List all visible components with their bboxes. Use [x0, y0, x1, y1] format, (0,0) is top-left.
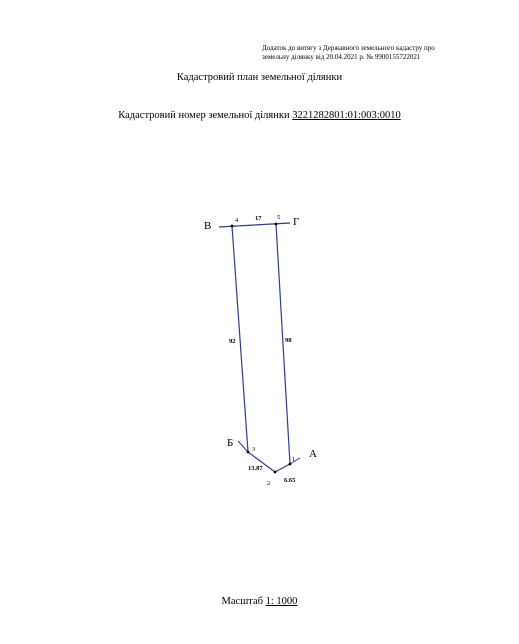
- length-label-right: 98: [285, 337, 292, 344]
- boundary-right: [276, 224, 290, 464]
- page-title: Кадастровий план земельної ділянки: [176, 72, 343, 83]
- point-number: 2: [267, 480, 271, 487]
- point-number: 1: [292, 456, 296, 463]
- boundary-top: [219, 223, 290, 227]
- scale-line: [0, 596, 519, 607]
- corner-label-a: А: [309, 448, 317, 460]
- extract-note-line-2: земельну ділянку від 20.04.2021 р. № 9900155722021: [262, 53, 421, 61]
- point-number: 4: [235, 217, 239, 224]
- length-label-top: 17: [255, 215, 262, 222]
- corner-label-v: В: [204, 220, 212, 232]
- leader-corner-b: [238, 441, 248, 452]
- scale-value: 1: 1000: [265, 596, 298, 607]
- scale-label: Масштаб: [221, 596, 266, 607]
- turning-point-marker: [247, 451, 250, 454]
- length-label-left: 92: [229, 338, 236, 345]
- cadastral-number: 3221282801:01:003:0010: [292, 110, 401, 121]
- turning-point-marker: [231, 225, 234, 228]
- turning-point-marker: [289, 463, 292, 466]
- corner-label-g: Г: [293, 216, 300, 228]
- length-label-bottom-right: 6.65: [284, 477, 296, 484]
- turning-point-marker: [274, 471, 277, 474]
- point-number: 5: [277, 214, 281, 221]
- boundary-bottom-right: [275, 464, 290, 472]
- corner-label-b: Б: [227, 437, 234, 449]
- cadastral-number-label: Кадастровий номер земельної ділянки: [118, 110, 293, 121]
- length-label-bottom-left: 13.87: [248, 465, 263, 472]
- extract-note-line-1: Додаток до витягу з Державного земельного кадастру про: [262, 44, 435, 52]
- turning-point-marker: [275, 223, 278, 226]
- point-number: 3: [252, 446, 256, 453]
